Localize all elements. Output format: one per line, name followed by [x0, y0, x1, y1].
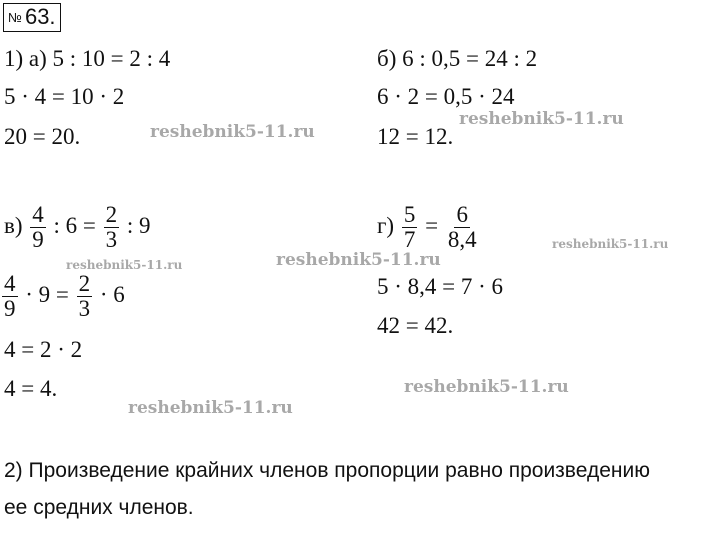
denominator: 3 — [78, 296, 91, 321]
part-v-line-2 — [0, 272, 125, 321]
operator: = — [425, 212, 439, 238]
part-v-line-4: 4 = 4. — [4, 376, 58, 401]
part-g-label: г) — [377, 212, 395, 238]
part-2-line-1: 2) Произведение крайних членов пропорции равно произведению — [4, 459, 650, 482]
part-a-line-3: 20 = 20. — [4, 124, 81, 149]
operator: : 6 = — [53, 212, 96, 238]
numerator: 2 — [78, 271, 91, 296]
watermark: reshebnik5-11.ru — [150, 122, 315, 142]
denominator: 8,4 — [447, 227, 477, 252]
watermark: reshebnik5-11.ru — [66, 258, 183, 272]
fraction — [104, 203, 120, 252]
operator: · 6 — [99, 281, 125, 307]
watermark: reshebnik5-11.ru — [552, 237, 669, 251]
numerator: 2 — [105, 202, 118, 227]
problem-number: 63. — [24, 4, 56, 29]
part-v-line-1 — [4, 203, 151, 252]
part-2-line-2: ее средних членов. — [4, 496, 194, 519]
part-a-line-2: 5 · 4 = 10 · 2 — [4, 84, 125, 109]
part-g-line-1 — [377, 203, 481, 252]
part-g-line-2: 5 · 8,4 = 7 · 6 — [377, 274, 504, 299]
watermark: reshebnik5-11.ru — [276, 250, 441, 270]
part-a-line-1: 1) а) 5 : 10 = 2 : 4 — [4, 46, 171, 71]
fraction — [30, 203, 46, 252]
denominator: 3 — [105, 227, 118, 252]
fraction — [402, 203, 418, 252]
number-sign: № — [8, 10, 22, 25]
fraction — [2, 272, 18, 321]
denominator: 9 — [32, 227, 44, 252]
part-b-line-2: 6 · 2 = 0,5 · 24 — [377, 84, 515, 109]
numerator: 4 — [4, 271, 16, 296]
denominator: 7 — [403, 227, 416, 252]
problem-number-badge — [3, 3, 61, 32]
numerator: 4 — [32, 202, 44, 227]
denominator: 9 — [4, 296, 16, 321]
watermark: reshebnik5-11.ru — [404, 377, 569, 397]
part-b-line-1: б) 6 : 0,5 = 24 : 2 — [377, 46, 538, 71]
operator: : 9 — [126, 212, 151, 238]
part-g-line-3: 42 = 42. — [377, 313, 454, 338]
fraction — [446, 203, 479, 252]
watermark: reshebnik5-11.ru — [128, 398, 293, 418]
part-v-label: в) — [4, 212, 23, 238]
part-v-line-3: 4 = 2 · 2 — [4, 337, 83, 362]
numerator: 6 — [456, 202, 468, 227]
part-b-line-3: 12 = 12. — [377, 124, 454, 149]
watermark: reshebnik5-11.ru — [459, 109, 624, 129]
fraction — [77, 272, 93, 321]
numerator: 5 — [403, 202, 416, 227]
operator: · 9 = — [25, 281, 69, 307]
